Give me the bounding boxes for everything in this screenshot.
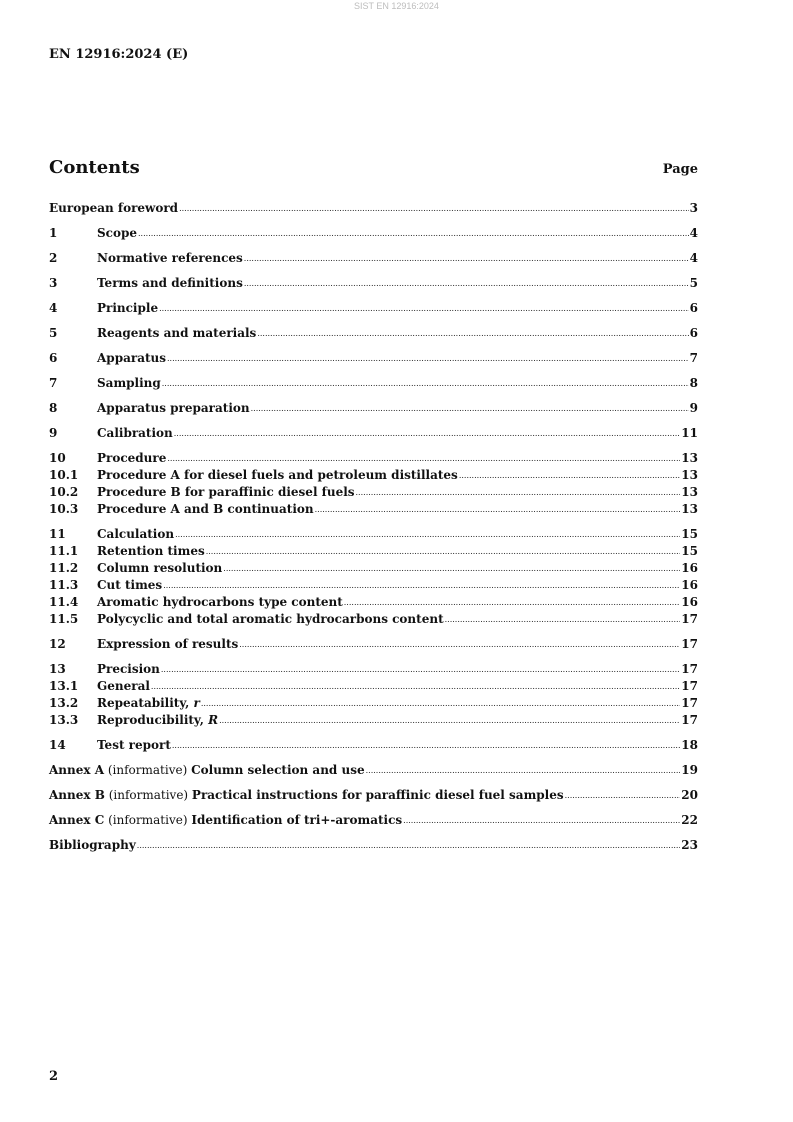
toc-entry-10-2[interactable] (49, 485, 698, 502)
toc-entry-page: 15 (681, 527, 698, 541)
toc-entry-title: Normative references (97, 251, 243, 265)
dot-leader (239, 636, 680, 650)
toc-entry-number: 5 (49, 326, 58, 340)
toc-entry-3[interactable] (49, 276, 698, 293)
toc-entry-11-5[interactable] (49, 612, 698, 629)
toc-entry-number: 13.2 (49, 696, 79, 710)
dot-leader (244, 250, 689, 264)
toc-entry-page: 13 (681, 502, 698, 516)
dot-leader (223, 560, 680, 574)
toc-entry-12[interactable] (49, 637, 698, 654)
toc-entry-page: 23 (681, 838, 698, 852)
toc-entry-page: 7 (689, 351, 698, 365)
toc-entry-page: 3 (689, 201, 698, 215)
toc-entry-title: Expression of results (97, 637, 239, 651)
dot-leader (167, 450, 680, 464)
toc-entry-title: Procedure A for diesel fuels and petroleum distillates (97, 468, 458, 482)
toc-entry-number: 13 (49, 662, 66, 676)
toc-entry-annex-c[interactable] (49, 813, 698, 830)
toc-entry-11-2[interactable] (49, 561, 698, 578)
toc-entry-page: 5 (689, 276, 698, 290)
toc-entry-number: 7 (49, 376, 58, 390)
toc-entry-7[interactable] (49, 376, 698, 393)
annex-note: (informative) (104, 788, 192, 802)
toc-entry-number: 11.5 (49, 612, 79, 626)
toc-entry-title: Aromatic hydrocarbons type content (97, 595, 343, 609)
toc-entry-5[interactable] (49, 326, 698, 343)
page-title: Contents (49, 157, 140, 178)
annex-title: Practical instructions for paraffinic diesel fuel samples (191, 788, 564, 802)
toc-entry-page: 4 (689, 226, 698, 240)
toc-entry-title: Reagents and materials (97, 326, 257, 340)
document-id: EN 12916:2024 (E) (49, 47, 189, 62)
toc-entry-title: Scope (97, 226, 138, 240)
dot-leader (159, 300, 689, 314)
toc-entry-page: 11 (681, 426, 698, 440)
toc-entry-13[interactable] (49, 662, 698, 679)
toc-entry-title-text: Repeatability, (97, 696, 194, 710)
toc-entry-page: 17 (681, 662, 698, 676)
toc-entry-page: 13 (681, 451, 698, 465)
dot-leader (356, 484, 681, 498)
dot-leader (315, 501, 681, 515)
page-column-label: Page (662, 162, 698, 177)
toc-entry-page: 17 (681, 679, 698, 693)
toc-entry-page: 9 (689, 401, 698, 415)
toc-entry-title: Calculation (97, 527, 175, 541)
dot-leader (344, 594, 681, 608)
toc-entry-13-3[interactable] (49, 713, 698, 730)
toc-entry-page: 13 (681, 468, 698, 482)
annex-title: Identification of tri+-aromatics (191, 813, 403, 827)
dot-leader (174, 425, 681, 439)
toc-entry-title: Polycyclic and total aromatic hydrocarbons content (97, 612, 444, 626)
toc-entry-11-3[interactable] (49, 578, 698, 595)
toc-entry-title (49, 788, 564, 802)
toc-entry-2[interactable] (49, 251, 698, 268)
toc-entry-4[interactable] (49, 301, 698, 318)
toc-entry-page: 22 (681, 813, 698, 827)
dot-leader (179, 200, 689, 214)
toc-entry-11[interactable] (49, 527, 698, 544)
toc-entry-title: Procedure (97, 451, 167, 465)
toc-entry-11-1[interactable] (49, 544, 698, 561)
annex-label: Annex B (49, 788, 105, 802)
toc-entry-title: Apparatus (97, 351, 166, 365)
toc-entry-title: Procedure B for paraffinic diesel fuels (97, 485, 355, 499)
toc-entry-foreword[interactable] (49, 201, 698, 218)
toc-entry-number: 1 (49, 226, 58, 240)
dot-leader (161, 661, 680, 675)
toc-entry-annex-b[interactable] (49, 788, 698, 805)
toc-entry-number: 4 (49, 301, 58, 315)
toc-entry-number: 13.3 (49, 713, 79, 727)
toc-entry-number: 14 (49, 738, 66, 752)
toc-entry-9[interactable] (49, 426, 698, 443)
dot-leader (163, 577, 680, 591)
table-of-contents (49, 201, 698, 855)
toc-entry-title (97, 713, 218, 727)
toc-entry-13-1[interactable] (49, 679, 698, 696)
dot-leader (251, 400, 689, 414)
toc-entry-title: Cut times (97, 578, 163, 592)
toc-entry-title: General (97, 679, 150, 693)
toc-entry-page: 16 (681, 561, 698, 575)
toc-entry-13-2[interactable] (49, 696, 698, 713)
toc-entry-title: Principle (97, 301, 159, 315)
toc-entry-number: 12 (49, 637, 66, 651)
toc-entry-title: Test report (97, 738, 171, 752)
toc-entry-title-symbol: R (208, 713, 219, 727)
toc-entry-title: Bibliography (49, 838, 136, 852)
toc-entry-page: 15 (681, 544, 698, 558)
toc-entry-number: 11.3 (49, 578, 79, 592)
toc-entry-number: 10.1 (49, 468, 79, 482)
toc-entry-number: 2 (49, 251, 58, 265)
toc-entry-title (97, 696, 200, 710)
dot-leader (201, 695, 680, 709)
toc-entry-title: Terms and definitions (97, 276, 243, 290)
toc-entry-10-1[interactable] (49, 468, 698, 485)
toc-entry-number: 13.1 (49, 679, 79, 693)
dot-leader (445, 611, 681, 625)
dot-leader (167, 350, 689, 364)
dot-leader (162, 375, 689, 389)
toc-entry-title: Precision (97, 662, 160, 676)
toc-entry-number: 8 (49, 401, 58, 415)
toc-entry-1[interactable] (49, 226, 698, 243)
page-number: 2 (49, 1069, 59, 1084)
toc-entry-page: 16 (681, 578, 698, 592)
toc-entry-11-4[interactable] (49, 595, 698, 612)
toc-entry-10[interactable] (49, 451, 698, 468)
dot-leader (138, 225, 689, 239)
dot-leader (244, 275, 689, 289)
toc-entry-page: 8 (689, 376, 698, 390)
annex-label: Annex C (49, 813, 105, 827)
toc-entry-14[interactable] (49, 738, 698, 755)
annex-title: Column selection and use (191, 763, 365, 777)
watermark: SIST EN 12916:2024 (354, 1, 439, 11)
dot-leader (172, 737, 680, 751)
toc-entry-number: 3 (49, 276, 58, 290)
toc-entry-page: 4 (689, 251, 698, 265)
toc-entry-title: European foreword (49, 201, 179, 215)
toc-entry-page: 17 (681, 696, 698, 710)
toc-entry-annex-a[interactable] (49, 763, 698, 780)
toc-entry-title (49, 813, 402, 827)
toc-entry-number: 11.4 (49, 595, 79, 609)
dot-leader (137, 837, 681, 851)
toc-entry-page: 6 (689, 326, 698, 340)
toc-entry-page: 17 (681, 637, 698, 651)
toc-entry-number: 11.1 (49, 544, 79, 558)
dot-leader (151, 678, 680, 692)
dot-leader (219, 712, 680, 726)
toc-entry-number: 11 (49, 527, 66, 541)
toc-entry-6[interactable] (49, 351, 698, 368)
toc-entry-page: 17 (681, 713, 698, 727)
annex-note: (informative) (104, 763, 192, 777)
toc-entry-page: 19 (681, 763, 698, 777)
annex-label: Annex A (49, 763, 105, 777)
toc-entry-page: 16 (681, 595, 698, 609)
toc-entry-8[interactable] (49, 401, 698, 418)
toc-entry-title-text: Reproducibility, (97, 713, 209, 727)
dot-leader (403, 812, 680, 826)
toc-entry-title: Column resolution (97, 561, 223, 575)
toc-entry-number: 10 (49, 451, 66, 465)
toc-entry-page: 17 (681, 612, 698, 626)
toc-entry-number: 10.2 (49, 485, 79, 499)
annex-note: (informative) (104, 813, 192, 827)
toc-entry-title-symbol: r (193, 696, 200, 710)
toc-entry-number: 9 (49, 426, 58, 440)
toc-entry-number: 11.2 (49, 561, 79, 575)
toc-entry-page: 18 (681, 738, 698, 752)
dot-leader (459, 467, 680, 481)
toc-entry-title (49, 763, 365, 777)
toc-entry-number: 10.3 (49, 502, 79, 516)
toc-entry-title: Procedure A and B continuation (97, 502, 314, 516)
toc-entry-10-3[interactable] (49, 502, 698, 519)
toc-entry-number: 6 (49, 351, 58, 365)
toc-entry-bibliography[interactable] (49, 838, 698, 855)
dot-leader (206, 543, 681, 557)
dot-leader (565, 787, 681, 801)
toc-entry-title: Sampling (97, 376, 161, 390)
dot-leader (366, 762, 681, 776)
toc-entry-page: 6 (689, 301, 698, 315)
toc-entry-title: Apparatus preparation (97, 401, 250, 415)
toc-entry-page: 13 (681, 485, 698, 499)
dot-leader (257, 325, 688, 339)
toc-entry-title: Retention times (97, 544, 205, 558)
dot-leader (175, 526, 680, 540)
toc-entry-page: 20 (681, 788, 698, 802)
toc-entry-title: Calibration (97, 426, 173, 440)
